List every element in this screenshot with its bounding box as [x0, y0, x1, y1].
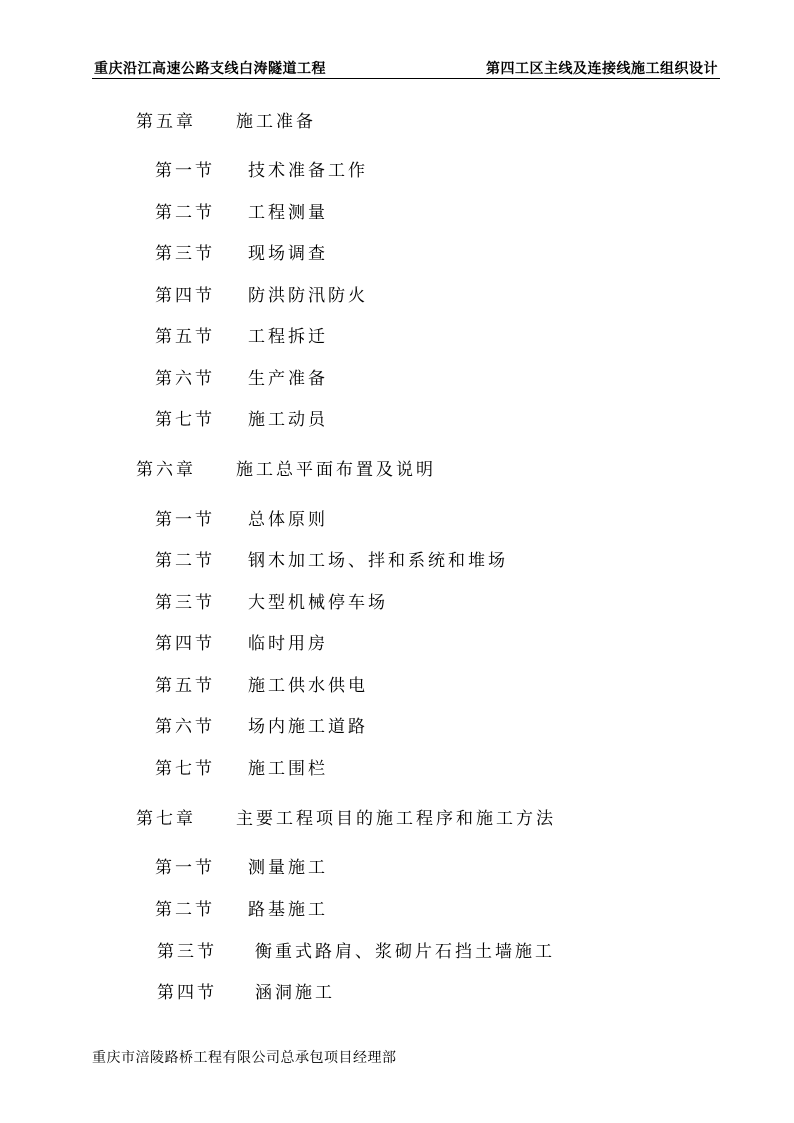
toc-number: 第六节 [155, 717, 215, 737]
toc-title: 工程测量 [248, 203, 328, 223]
toc-title: 施工动员 [248, 410, 328, 430]
toc-section [155, 546, 508, 571]
toc-number: 第一节 [155, 858, 215, 878]
toc-title: 大型机械停车场 [248, 593, 388, 613]
toc-title: 现场调查 [248, 244, 328, 264]
toc-number: 第五节 [155, 676, 215, 696]
toc-number: 第三节 [157, 942, 217, 962]
toc-number: 第六节 [155, 369, 215, 389]
toc-section [157, 978, 335, 1003]
toc-number: 第四节 [155, 634, 215, 654]
toc-title: 总体原则 [248, 510, 328, 530]
toc-number: 第五节 [155, 327, 215, 347]
toc-title: 防洪防汛防火 [248, 286, 368, 306]
toc-chapter [136, 455, 436, 480]
toc-title: 生产准备 [248, 369, 328, 389]
toc-title: 钢木加工场、拌和系统和堆场 [248, 551, 508, 571]
toc-section [155, 364, 328, 389]
toc-section [155, 754, 328, 779]
toc-section [155, 505, 328, 530]
toc-number: 第六章 [136, 460, 196, 480]
toc-number: 第七章 [136, 809, 196, 829]
toc-number: 第三节 [155, 593, 215, 613]
toc-section [155, 712, 368, 737]
page-footer: 重庆市涪陵路桥工程有限公司总承包项目经理部 [92, 1050, 397, 1066]
toc-section [155, 629, 328, 654]
toc-title: 施工围栏 [248, 759, 328, 779]
toc-chapter [136, 804, 556, 829]
toc-title: 主要工程项目的施工程序和施工方法 [236, 809, 556, 829]
toc-chapter [136, 107, 316, 132]
header-document-title: 第四工区主线及连接线施工组织设计 [486, 61, 718, 77]
toc-section [157, 937, 555, 962]
toc-number: 第一节 [155, 161, 215, 181]
toc-number: 第五章 [136, 112, 196, 132]
toc-number: 第四节 [155, 286, 215, 306]
toc-section [155, 198, 328, 223]
toc-number: 第二节 [155, 900, 215, 920]
toc-number: 第三节 [155, 244, 215, 264]
toc-number: 第七节 [155, 410, 215, 430]
toc-title: 衡重式路肩、浆砌片石挡土墙施工 [255, 942, 555, 962]
toc-number: 第四节 [157, 983, 217, 1003]
toc-section [155, 853, 328, 878]
toc-title: 路基施工 [248, 900, 328, 920]
toc-title: 测量施工 [248, 858, 328, 878]
toc-title: 施工总平面布置及说明 [236, 460, 436, 480]
toc-title: 工程拆迁 [248, 327, 328, 347]
toc-section [155, 322, 328, 347]
toc-number: 第一节 [155, 510, 215, 530]
toc-title: 涵洞施工 [255, 983, 335, 1003]
toc-title: 临时用房 [248, 634, 328, 654]
toc-title: 技术准备工作 [248, 161, 368, 181]
toc-title: 场内施工道路 [248, 717, 368, 737]
toc-number: 第二节 [155, 203, 215, 223]
toc-section [155, 405, 328, 430]
toc-section [155, 156, 368, 181]
toc-section [155, 671, 368, 696]
toc-section [155, 281, 368, 306]
header-project-title: 重庆沿江高速公路支线白涛隧道工程 [94, 61, 326, 77]
toc-title: 施工供水供电 [248, 676, 368, 696]
toc-number: 第二节 [155, 551, 215, 571]
page-header [92, 58, 720, 79]
toc-section [155, 239, 328, 264]
toc-title: 施工准备 [236, 112, 316, 132]
toc-section [155, 588, 388, 613]
toc-number: 第七节 [155, 759, 215, 779]
toc-section [155, 895, 328, 920]
